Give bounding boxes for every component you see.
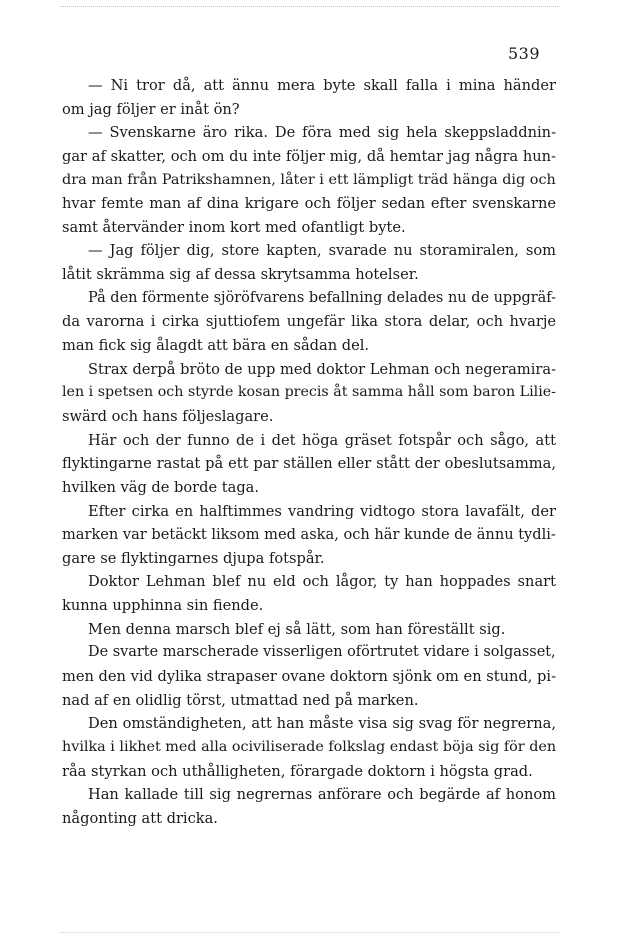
text-line: hvar femte man af dina krigare och följer sedan efter svenskarne (62, 195, 556, 213)
text-line: da varorna i cirka sjuttiofem ungefär lika stora delar, och hvarje (62, 313, 556, 331)
text-line: Men denna marsch blef ej så lätt, som han föreställt sig. (88, 620, 506, 638)
text-line: om jag följer er inåt ön? (62, 100, 240, 118)
text-line: flyktingarne rastat på ett par ställen eller stått der obeslutsamma, (62, 455, 556, 473)
text-line: nad af en olidlig törst, utmattad ned på marken. (62, 691, 419, 709)
text-line: Den omständigheten, att han måste visa sig svag för negrerna, (88, 715, 556, 733)
text-line: swärd och hans följeslagare. (62, 407, 274, 425)
text-line: marken var betäckt liksom med aska, och här kunde de ännu tydli- (62, 526, 556, 544)
text-line: hvilken väg de borde taga. (62, 478, 260, 496)
text-line: någonting att dricka. (62, 809, 218, 827)
text-line: låtit skrämma sig af dessa skrytsamma hotelser. (62, 266, 419, 284)
page-number: 539 (507, 44, 540, 63)
text-line: Här och der funno de i det höga gräset fotspår och sågo, att (88, 431, 556, 449)
text-line: samt återvänder inom kort med ofantligt byte. (62, 218, 406, 236)
text-line: hvilka i likhet med alla ociviliserade folkslag endast böja sig för den (62, 738, 557, 755)
body-text (62, 74, 556, 831)
text-line: — Jag följer dig, store kapten, svarade nu storamiralen, som (88, 242, 556, 260)
text-line: Strax derpå bröto de upp med doktor Lehman och negeramira- (88, 360, 556, 378)
text-line: På den förmente sjöröfvarens befallning delades nu de uppgräf- (88, 289, 556, 306)
text-line: De svarte marscherade visserligen oförtrutet vidare i solgasset, (88, 644, 556, 661)
text-line: dra man från Patrikshamnen, låter i ett lämpligt träd hänga dig och (62, 171, 556, 188)
text-line: — Svenskarne äro rika. De föra med sig hela skeppsladdnin- (88, 124, 556, 142)
text-line: man fick sig ålagdt att bära en sådan del. (62, 337, 370, 355)
text-line: Han kallade till sig negrernas anförare och begärde af honom (88, 786, 556, 804)
text-line: Doktor Lehman blef nu eld och lågor, ty han hoppades snart (88, 573, 556, 591)
text-line: — Ni tror då, att ännu mera byte skall falla i mina händer (88, 77, 556, 94)
text-line: kunna upphinna sin fiende. (62, 597, 264, 615)
text-line: Efter cirka en halftimmes vandring vidtogo stora lavafält, der (88, 502, 556, 520)
text-line: råa styrkan och uthålligheten, förargade doktorn i högsta grad. (62, 762, 533, 780)
text-line: gar af skatter, och om du inte följer mig, då hemtar jag några hun- (62, 147, 556, 165)
text-line: gare se flyktingarnes djupa fotspår. (62, 549, 325, 567)
bottom-edge-divider (60, 932, 560, 933)
top-edge-divider (60, 6, 560, 7)
text-line: len i spetsen och styrde kosan precis åt samma håll som baron Lilie- (62, 384, 556, 401)
text-line: men den vid dylika strapaser ovane doktorn sjönk om en stund, pi- (62, 668, 556, 686)
